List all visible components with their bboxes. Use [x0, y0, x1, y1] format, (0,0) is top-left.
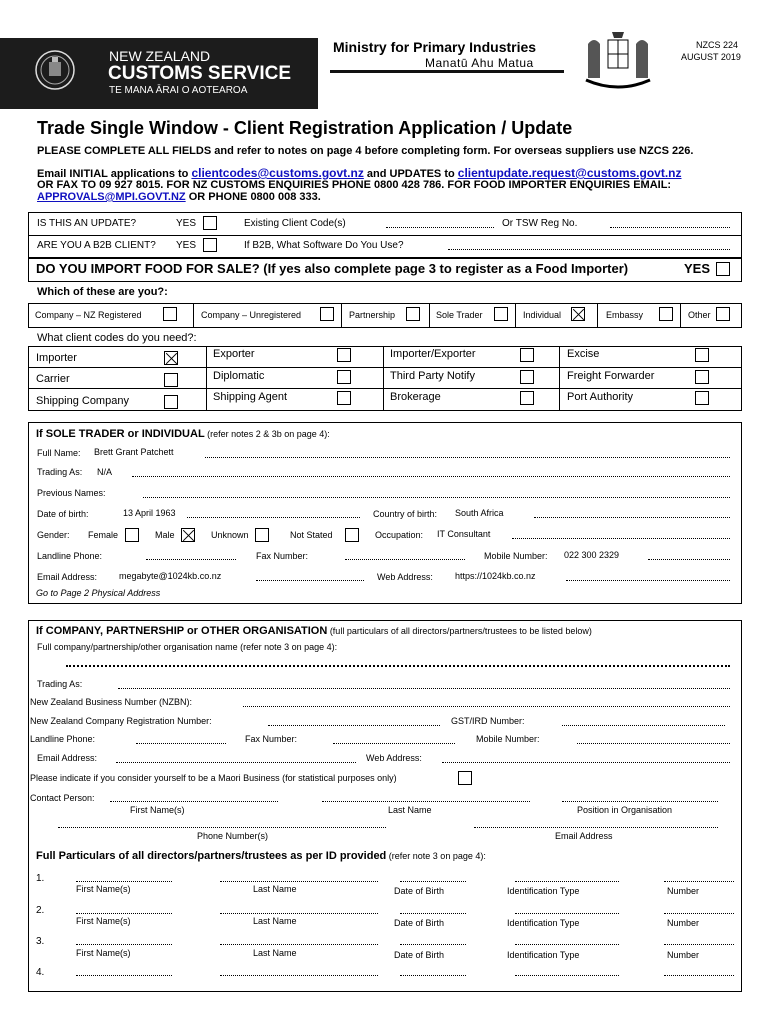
te-mana-text: TE MANA ĀRAI O AOTEAROA	[109, 85, 248, 96]
code-carrier: Carrier	[36, 373, 70, 385]
company-landline-field[interactable]	[136, 743, 226, 744]
customs-seal-icon	[34, 44, 76, 96]
entity-other-checkbox[interactable]	[716, 307, 730, 321]
company-web-label: Web Address:	[366, 753, 422, 763]
director-last-caption: Last Name	[253, 948, 297, 958]
instruction-line-2	[37, 166, 682, 180]
director-dob-field[interactable]	[400, 881, 466, 882]
b2b-yes-label: YES	[176, 240, 197, 251]
entity-company-unreg: Company – Unregistered	[201, 310, 302, 320]
gender-female-checkbox[interactable]	[125, 528, 139, 542]
company-gst-field[interactable]	[562, 725, 725, 726]
gender-male-label: Male	[155, 530, 175, 540]
director-number-caption: Number	[667, 886, 700, 896]
entity-partnership: Partnership	[349, 310, 396, 320]
entity-individual-checkbox[interactable]	[571, 307, 585, 321]
maori-business-label: Please indicate if you consider yourself to be a Maori Business (for statistical purposes only)	[30, 773, 397, 783]
gender-female-label: Female	[88, 530, 119, 540]
company-gst-label: GST/IRD Number:	[451, 716, 525, 726]
sole-fax-field[interactable]	[345, 559, 465, 560]
sole-trading-as-value[interactable]: N/A	[97, 467, 113, 477]
update-yes-label: YES	[176, 218, 197, 229]
director-number-caption: Number	[667, 950, 700, 960]
director-idtype-caption: Identification Type	[507, 918, 580, 928]
code-diplomatic: Diplomatic	[213, 370, 265, 382]
gender-not-stated-label: Not Stated	[290, 530, 333, 540]
company-landline-label: Landline Phone:	[30, 734, 96, 744]
gender-not-stated-checkbox[interactable]	[345, 528, 359, 542]
code-port-authority: Port Authority	[567, 391, 634, 403]
sole-occupation-label: Occupation:	[375, 530, 424, 540]
sole-gender-label: Gender:	[37, 530, 70, 540]
director-dob-field[interactable]	[400, 975, 466, 976]
contact-phone-caption: Phone Number(s)	[197, 831, 269, 841]
company-name-field[interactable]	[66, 665, 730, 667]
b2b-yes-checkbox[interactable]	[203, 238, 217, 252]
contact-email-caption: Email Address	[555, 831, 613, 841]
email-link-initial[interactable]: clientcodes@customs.govt.nz	[191, 166, 364, 180]
director-idtype-field[interactable]	[515, 881, 619, 882]
director-last-name-field[interactable]	[220, 881, 378, 882]
director-last-name-field[interactable]	[220, 944, 378, 945]
director-dob-caption: Date of Birth	[394, 886, 445, 896]
tsw-reg-label: Or TSW Reg No.	[502, 218, 578, 229]
directors-heading-text: Full Particulars of all directors/partners/trustees as per ID provided	[36, 850, 387, 862]
code-third-party-checkbox[interactable]	[520, 370, 534, 384]
b2b-software-field[interactable]	[448, 249, 730, 250]
director-idtype-field[interactable]	[515, 944, 619, 945]
entity-sole-trader: Sole Trader	[436, 310, 483, 320]
code-freight-forwarder: Freight Forwarder	[567, 370, 655, 382]
existing-codes-label: Existing Client Code(s)	[244, 218, 346, 229]
sole-cob-value[interactable]: South Africa	[455, 508, 504, 518]
sole-landline-field[interactable]	[146, 559, 236, 560]
director-dob-field[interactable]	[400, 944, 466, 945]
company-email-label: Email Address:	[37, 753, 98, 763]
sole-full-name-label: Full Name:	[37, 448, 81, 458]
tsw-reg-field[interactable]	[610, 227, 730, 228]
director-idtype-field[interactable]	[515, 913, 619, 914]
company-nzbn-label: New Zealand Business Number (NZBN):	[30, 697, 193, 707]
director-dob-field[interactable]	[400, 913, 466, 914]
code-shipping-company-checkbox[interactable]	[164, 395, 178, 409]
entity-other: Other	[688, 310, 711, 320]
company-reg-field[interactable]	[268, 725, 440, 726]
code-exporter: Exporter	[213, 348, 255, 360]
code-freight-forwarder-checkbox[interactable]	[695, 370, 709, 384]
entity-embassy: Embassy	[606, 310, 644, 320]
company-web-field[interactable]	[442, 762, 730, 763]
company-mobile-field[interactable]	[577, 743, 730, 744]
code-shipping-agent-checkbox[interactable]	[337, 391, 351, 405]
sole-fax-label: Fax Number:	[256, 551, 309, 561]
code-shipping-agent: Shipping Agent	[213, 391, 288, 403]
company-name-label: Full company/partnership/other organisation name (refer note 3 on page 4):	[37, 642, 338, 652]
b2b-question: ARE YOU A B2B CLIENT?	[37, 240, 156, 251]
codes-title: What client codes do you need?:	[37, 332, 197, 344]
company-reg-label: New Zealand Company Registration Number:	[30, 716, 212, 726]
instruction-text-b: and UPDATES to	[363, 168, 458, 180]
directors-heading-note: (refer note 3 on page 4):	[386, 851, 486, 861]
sole-mobile-label: Mobile Number:	[484, 551, 548, 561]
director-number-caption: Number	[667, 918, 700, 928]
director-dob-caption: Date of Birth	[394, 918, 445, 928]
code-importer-exporter-checkbox[interactable]	[520, 348, 534, 362]
entity-company-unreg-checkbox[interactable]	[320, 307, 334, 321]
contact-last-name-caption: Last Name	[388, 805, 432, 815]
company-trading-as-field[interactable]	[118, 688, 730, 689]
sole-web-label: Web Address:	[377, 572, 433, 582]
coat-of-arms-icon	[578, 28, 658, 94]
food-yes-label: YES	[684, 261, 711, 276]
sole-goto-note: Go to Page 2 Physical Address	[36, 588, 161, 598]
company-mobile-label: Mobile Number:	[476, 734, 540, 744]
update-question: IS THIS AN UPDATE?	[37, 218, 137, 229]
entity-individual: Individual	[523, 310, 562, 320]
company-heading-text: If COMPANY, PARTNERSHIP or OTHER ORGANISATION	[36, 625, 328, 637]
sole-trading-as-label: Trading As:	[37, 467, 83, 477]
director-last-name-field[interactable]	[220, 913, 378, 914]
director-row-number: 3.	[36, 936, 45, 947]
code-brokerage-checkbox[interactable]	[520, 391, 534, 405]
contact-first-name-caption: First Name(s)	[130, 805, 185, 815]
directors-heading	[36, 850, 486, 862]
entity-sole-trader-checkbox[interactable]	[494, 307, 508, 321]
ministry-maori: Manatū Ahu Matua	[425, 56, 534, 70]
sole-previous-names-field[interactable]	[143, 497, 730, 498]
sole-full-name-value[interactable]: Brett Grant Patchett	[94, 447, 174, 457]
sole-email-label: Email Address:	[37, 572, 98, 582]
sole-landline-label: Landline Phone:	[37, 551, 103, 561]
form-code: NZCS 224	[696, 40, 739, 50]
company-nzbn-field[interactable]	[243, 706, 730, 707]
director-first-name-field[interactable]	[76, 944, 172, 945]
contact-person-label: Contact Person:	[30, 793, 95, 803]
gender-male-checkbox[interactable]	[181, 528, 195, 542]
director-first-name-field[interactable]	[76, 975, 172, 976]
director-number-field[interactable]	[664, 881, 734, 882]
director-first-name-field[interactable]	[76, 913, 172, 914]
code-excise: Excise	[567, 348, 600, 360]
director-idtype-caption: Identification Type	[507, 950, 580, 960]
director-first-name-field[interactable]	[76, 881, 172, 882]
form-date: AUGUST 2019	[681, 52, 741, 62]
director-first-caption: First Name(s)	[76, 948, 131, 958]
director-number-field[interactable]	[664, 944, 734, 945]
director-row-number: 2.	[36, 905, 45, 916]
food-yes-checkbox[interactable]	[716, 262, 730, 276]
maori-business-checkbox[interactable]	[458, 771, 472, 785]
customs-nz-text: NEW ZEALAND	[109, 48, 211, 64]
company-fax-field[interactable]	[333, 743, 455, 744]
sole-heading	[36, 428, 330, 440]
update-yes-checkbox[interactable]	[203, 216, 217, 230]
code-third-party: Third Party Notify	[390, 370, 475, 382]
company-fax-label: Fax Number:	[245, 734, 298, 744]
code-carrier-checkbox[interactable]	[164, 373, 178, 387]
instruction-line-1: PLEASE COMPLETE ALL FIELDS and refer to notes on page 4 before completing form. For overseas suppliers use NZCS 226.	[37, 145, 694, 157]
director-row-number: 1.	[36, 873, 45, 884]
entity-embassy-checkbox[interactable]	[659, 307, 673, 321]
contact-position-caption: Position in Organisation	[577, 805, 673, 815]
code-shipping-company: Shipping Company	[36, 395, 129, 407]
gender-unknown-checkbox[interactable]	[255, 528, 269, 542]
director-number-field[interactable]	[664, 975, 734, 976]
sole-mobile-value[interactable]: 022 300 2329	[564, 550, 620, 560]
director-last-caption: Last Name	[253, 916, 297, 926]
director-first-caption: First Name(s)	[76, 884, 131, 894]
gender-unknown-label: Unknown	[211, 530, 249, 540]
which-title: Which of these are you?:	[37, 286, 168, 298]
code-excise-checkbox[interactable]	[695, 348, 709, 362]
email-link-updates[interactable]: clientupdate.request@customs.govt.nz	[457, 166, 682, 180]
director-idtype-caption: Identification Type	[507, 886, 580, 896]
company-trading-as-label: Trading As:	[37, 679, 83, 689]
entity-partnership-checkbox[interactable]	[406, 307, 420, 321]
instruction-text-c: OR PHONE 0800 008 333.	[185, 191, 321, 203]
director-last-caption: Last Name	[253, 884, 297, 894]
ministry-rule	[330, 70, 564, 73]
entity-company-nz-checkbox[interactable]	[163, 307, 177, 321]
instruction-text-a: Email INITIAL applications to	[37, 168, 192, 180]
sole-dob-label: Date of birth:	[37, 509, 89, 519]
director-first-caption: First Name(s)	[76, 916, 131, 926]
code-brokerage: Brokerage	[390, 391, 441, 403]
sole-web-value[interactable]: https://1024kb.co.nz	[455, 571, 536, 581]
sole-occupation-value[interactable]: IT Consultant	[437, 529, 491, 539]
company-heading-note: (full particulars of all directors/partners/trustees to be listed below)	[327, 626, 592, 636]
code-importer-checkbox[interactable]	[164, 351, 178, 365]
b2b-software-label: If B2B, What Software Do You Use?	[244, 240, 404, 251]
contact-first-name-field[interactable]	[110, 801, 278, 802]
customs-service-text: CUSTOMS SERVICE	[108, 63, 292, 84]
contact-last-name-field[interactable]	[322, 801, 530, 802]
code-importer: Importer	[36, 352, 77, 364]
sole-email-value[interactable]: megabyte@1024kb.co.nz	[119, 571, 222, 581]
food-question: DO YOU IMPORT FOOD FOR SALE? (If yes also complete page 3 to register as a Food Importer)	[36, 261, 629, 276]
existing-codes-field[interactable]	[386, 227, 494, 228]
sole-previous-names-label: Previous Names:	[37, 488, 106, 498]
instruction-line-4	[37, 191, 321, 203]
contact-position-field[interactable]	[562, 801, 718, 802]
entity-company-nz: Company – NZ Registered	[35, 310, 142, 320]
code-port-authority-checkbox[interactable]	[695, 391, 709, 405]
email-link-approvals[interactable]: APPROVALS@MPI.GOVT.NZ	[37, 191, 186, 203]
sole-dob-value[interactable]: 13 April 1963	[123, 508, 176, 518]
code-importer-exporter: Importer/Exporter	[390, 348, 476, 360]
director-dob-caption: Date of Birth	[394, 950, 445, 960]
sole-cob-label: Country of birth:	[373, 509, 438, 519]
ministry-title: Ministry for Primary Industries	[333, 39, 537, 55]
director-row-number: 4.	[36, 967, 45, 978]
company-heading	[36, 625, 592, 637]
contact-phone-field[interactable]	[58, 827, 386, 828]
code-diplomatic-checkbox[interactable]	[337, 370, 351, 384]
director-last-name-field[interactable]	[220, 975, 378, 976]
sole-heading-text: If SOLE TRADER or INDIVIDUAL	[36, 428, 205, 440]
contact-email-field[interactable]	[474, 827, 718, 828]
page-title: Trade Single Window - Client Registration Application / Update	[37, 118, 573, 138]
sole-heading-note: (refer notes 2 & 3b on page 4):	[204, 429, 330, 439]
company-email-field[interactable]	[116, 762, 356, 763]
director-number-field[interactable]	[664, 913, 734, 914]
director-idtype-field[interactable]	[515, 975, 619, 976]
code-exporter-checkbox[interactable]	[337, 348, 351, 362]
instruction-line-3: OR FAX TO 09 927 8015. FOR NZ CUSTOMS ENQUIRIES PHONE 0800 428 786. FOR FOOD IMPORTER ENQUIRIES EMAIL:	[37, 179, 672, 191]
